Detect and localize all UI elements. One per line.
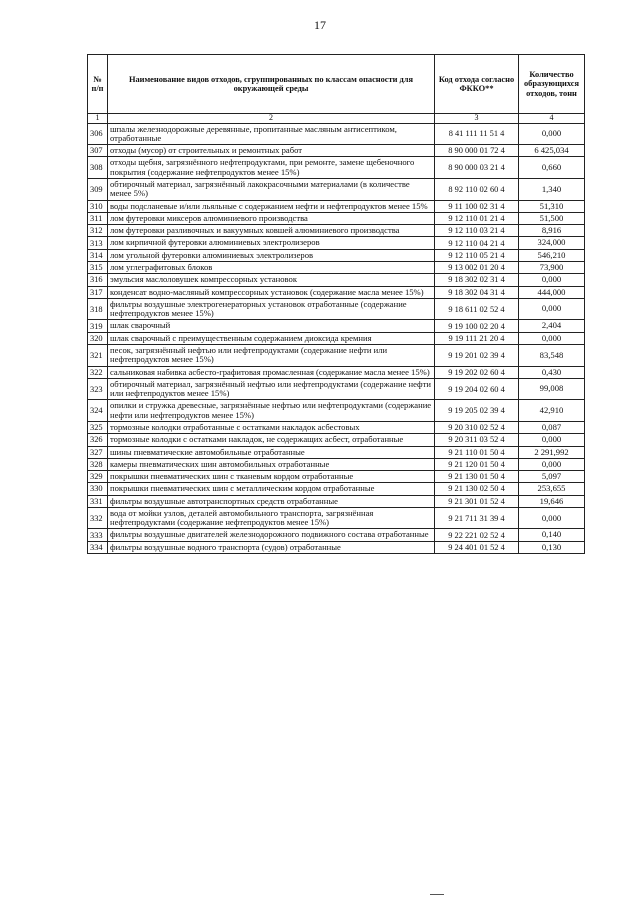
table-row	[88, 529, 585, 541]
row-number: 325	[88, 421, 108, 433]
waste-quantity: 1,340	[519, 179, 585, 201]
row-number: 317	[88, 286, 108, 298]
waste-name: отходы щебня, загрязнённого нефтепродуктами, при ремонте, замене щебеночного покрытия (содержание нефтепродуктов менее 15%)	[108, 157, 435, 179]
table-row	[88, 541, 585, 553]
waste-name: вода от мойки узлов, деталей автомобильного транспорта, загрязнённая нефтепродуктами (содержание нефтепродуктов менее 15%)	[108, 507, 435, 529]
table-row	[88, 378, 585, 400]
waste-quantity: 0,000	[519, 274, 585, 286]
row-number: 310	[88, 200, 108, 212]
waste-quantity: 0,140	[519, 529, 585, 541]
waste-quantity: 5,097	[519, 471, 585, 483]
waste-name: воды подсланевые и/или льяльные с содержанием нефти и нефтепродуктов менее 15%	[108, 200, 435, 212]
waste-quantity: 19,646	[519, 495, 585, 507]
table-row	[88, 157, 585, 179]
header-qty: Количество образующихся отходов, тонн	[519, 55, 585, 114]
waste-name: лом футеровки миксеров алюминиевого производства	[108, 212, 435, 224]
row-number: 318	[88, 298, 108, 320]
waste-quantity: 99,008	[519, 378, 585, 400]
waste-quantity: 0,000	[519, 123, 585, 145]
row-number: 322	[88, 366, 108, 378]
table-row	[88, 483, 585, 495]
waste-quantity: 73,900	[519, 262, 585, 274]
row-number: 331	[88, 495, 108, 507]
fkko-code: 9 21 130 01 50 4	[435, 471, 519, 483]
header-name: Наименование видов отходов, сгруппированных по классам опасности для окружающей среды	[108, 55, 435, 114]
fkko-code: 9 22 221 02 52 4	[435, 529, 519, 541]
table-row	[88, 366, 585, 378]
waste-quantity: 0,000	[519, 434, 585, 446]
row-number: 306	[88, 123, 108, 145]
fkko-code: 8 41 111 11 51 4	[435, 123, 519, 145]
table-row	[88, 237, 585, 249]
scan-mark	[430, 894, 444, 895]
fkko-code: 9 12 110 01 21 4	[435, 212, 519, 224]
row-number: 333	[88, 529, 108, 541]
row-number: 329	[88, 471, 108, 483]
header-num: № п/п	[88, 55, 108, 114]
row-number: 332	[88, 507, 108, 529]
row-number: 308	[88, 157, 108, 179]
waste-quantity: 0,000	[519, 507, 585, 529]
fkko-code: 9 19 202 02 60 4	[435, 366, 519, 378]
waste-quantity: 2,404	[519, 320, 585, 332]
table-row	[88, 507, 585, 529]
waste-quantity: 0,000	[519, 458, 585, 470]
waste-quantity: 324,000	[519, 237, 585, 249]
waste-quantity: 51,500	[519, 212, 585, 224]
row-number: 309	[88, 179, 108, 201]
table-row	[88, 179, 585, 201]
waste-quantity: 0,430	[519, 366, 585, 378]
row-number: 326	[88, 434, 108, 446]
waste-name: лом кирпичной футеровки алюминиевых электролизеров	[108, 237, 435, 249]
column-number: 4	[519, 114, 585, 124]
waste-name: фильтры воздушные водного транспорта (судов) отработанные	[108, 541, 435, 553]
column-number-row	[88, 114, 585, 124]
waste-quantity: 444,000	[519, 286, 585, 298]
row-number: 330	[88, 483, 108, 495]
fkko-code: 9 21 120 01 50 4	[435, 458, 519, 470]
row-number: 323	[88, 378, 108, 400]
waste-name: покрышки пневматических шин с тканевым кордом отработанные	[108, 471, 435, 483]
table-row	[88, 400, 585, 422]
waste-name: камеры пневматических шин автомобильных отработанные	[108, 458, 435, 470]
table-row	[88, 421, 585, 433]
row-number: 316	[88, 274, 108, 286]
fkko-code: 8 90 000 03 21 4	[435, 157, 519, 179]
header-row	[88, 55, 585, 114]
table-row	[88, 298, 585, 320]
row-number: 327	[88, 446, 108, 458]
row-number: 319	[88, 320, 108, 332]
waste-name: эмульсия маслоловушек компрессорных установок	[108, 274, 435, 286]
table-row	[88, 225, 585, 237]
table-row	[88, 332, 585, 344]
table-row	[88, 344, 585, 366]
fkko-code: 9 19 204 02 60 4	[435, 378, 519, 400]
waste-name: фильтры воздушные электрогенераторных установок отработанные (содержание нефтепродуктов менее 15%)	[108, 298, 435, 320]
header-code: Код отхода согласно ФККО**	[435, 55, 519, 114]
table-row	[88, 458, 585, 470]
fkko-code: 9 12 110 04 21 4	[435, 237, 519, 249]
waste-quantity: 0,000	[519, 332, 585, 344]
waste-name: конденсат водно-масляный компрессорных установок (содержание масла менее 15%)	[108, 286, 435, 298]
fkko-code: 9 20 311 03 52 4	[435, 434, 519, 446]
waste-quantity: 2 291,992	[519, 446, 585, 458]
table-row	[88, 249, 585, 261]
row-number: 315	[88, 262, 108, 274]
table-row	[88, 262, 585, 274]
fkko-code: 8 90 000 01 72 4	[435, 145, 519, 157]
table-row	[88, 320, 585, 332]
waste-quantity: 546,210	[519, 249, 585, 261]
waste-quantity: 6 425,034	[519, 145, 585, 157]
table-row	[88, 212, 585, 224]
waste-name: шлак сварочный	[108, 320, 435, 332]
row-number: 321	[88, 344, 108, 366]
waste-name: шлак сварочный с преимущественным содержанием диоксида кремния	[108, 332, 435, 344]
fkko-code: 9 11 100 02 31 4	[435, 200, 519, 212]
waste-name: фильтры воздушные двигателей железнодорожного подвижного состава отработанные	[108, 529, 435, 541]
waste-name: шпалы железнодорожные деревянные, пропитанные масляным антисептиком, отработанные	[108, 123, 435, 145]
fkko-code: 9 21 110 01 50 4	[435, 446, 519, 458]
table-row	[88, 145, 585, 157]
row-number: 320	[88, 332, 108, 344]
fkko-code: 9 21 130 02 50 4	[435, 483, 519, 495]
fkko-code: 9 20 310 02 52 4	[435, 421, 519, 433]
waste-quantity: 253,655	[519, 483, 585, 495]
row-number: 312	[88, 225, 108, 237]
waste-name: покрышки пневматических шин с металлическим кордом отработанные	[108, 483, 435, 495]
fkko-code: 9 19 100 02 20 4	[435, 320, 519, 332]
waste-table	[87, 54, 585, 554]
waste-quantity: 83,548	[519, 344, 585, 366]
waste-name: сальниковая набивка асбесто-графитовая промасленная (содержание масла менее 15%)	[108, 366, 435, 378]
waste-quantity: 51,310	[519, 200, 585, 212]
fkko-code: 9 12 110 03 21 4	[435, 225, 519, 237]
waste-quantity: 0,000	[519, 298, 585, 320]
waste-name: лом угольной футеровки алюминиевых электролизеров	[108, 249, 435, 261]
fkko-code: 8 92 110 02 60 4	[435, 179, 519, 201]
waste-quantity: 42,910	[519, 400, 585, 422]
fkko-code: 9 18 302 02 31 4	[435, 274, 519, 286]
fkko-code: 9 19 201 02 39 4	[435, 344, 519, 366]
table-row	[88, 123, 585, 145]
fkko-code: 9 18 611 02 52 4	[435, 298, 519, 320]
waste-name: отходы (мусор) от строительных и ремонтных работ	[108, 145, 435, 157]
waste-name: обтирочный материал, загрязнённый нефтью или нефтепродуктами (содержание нефти или нефтепродуктов менее 15%)	[108, 378, 435, 400]
row-number: 324	[88, 400, 108, 422]
waste-quantity: 0,130	[519, 541, 585, 553]
waste-name: лом углеграфитовых блоков	[108, 262, 435, 274]
row-number: 314	[88, 249, 108, 261]
fkko-code: 9 18 302 04 31 4	[435, 286, 519, 298]
fkko-code: 9 24 401 01 52 4	[435, 541, 519, 553]
waste-name: опилки и стружка древесные, загрязнённые нефтью или нефтепродуктами (содержание нефти или нефтепродуктов менее 15%)	[108, 400, 435, 422]
fkko-code: 9 21 711 31 39 4	[435, 507, 519, 529]
fkko-code: 9 19 111 21 20 4	[435, 332, 519, 344]
table-row	[88, 200, 585, 212]
row-number: 334	[88, 541, 108, 553]
waste-name: лом футеровки разливочных и вакуумных ковшей алюминиевого производства	[108, 225, 435, 237]
waste-name: тормозные колодки с остатками накладок, не содержащих асбест, отработанные	[108, 434, 435, 446]
column-number: 2	[108, 114, 435, 124]
row-number: 307	[88, 145, 108, 157]
table-row	[88, 274, 585, 286]
table-row	[88, 446, 585, 458]
table-body	[88, 123, 585, 553]
fkko-code: 9 13 002 01 20 4	[435, 262, 519, 274]
row-number: 328	[88, 458, 108, 470]
waste-quantity: 0,660	[519, 157, 585, 179]
waste-name: фильтры воздушные автотранспортных средств отработанные	[108, 495, 435, 507]
waste-name: обтирочный материал, загрязнённый лакокрасочными материалами (в количестве менее 5%)	[108, 179, 435, 201]
column-number: 3	[435, 114, 519, 124]
waste-quantity: 8,916	[519, 225, 585, 237]
row-number: 313	[88, 237, 108, 249]
waste-name: шины пневматические автомобильные отработанные	[108, 446, 435, 458]
fkko-code: 9 21 301 01 52 4	[435, 495, 519, 507]
waste-quantity: 0,087	[519, 421, 585, 433]
table-row	[88, 495, 585, 507]
fkko-code: 9 12 110 05 21 4	[435, 249, 519, 261]
row-number: 311	[88, 212, 108, 224]
waste-name: тормозные колодки отработанные с остатками накладок асбестовых	[108, 421, 435, 433]
column-number: 1	[88, 114, 108, 124]
table-row	[88, 434, 585, 446]
table-row	[88, 471, 585, 483]
table-row	[88, 286, 585, 298]
page-number: 17	[314, 18, 326, 32]
fkko-code: 9 19 205 02 39 4	[435, 400, 519, 422]
waste-name: песок, загрязнённый нефтью или нефтепродуктами (содержание нефти или нефтепродуктов менее 15%)	[108, 344, 435, 366]
